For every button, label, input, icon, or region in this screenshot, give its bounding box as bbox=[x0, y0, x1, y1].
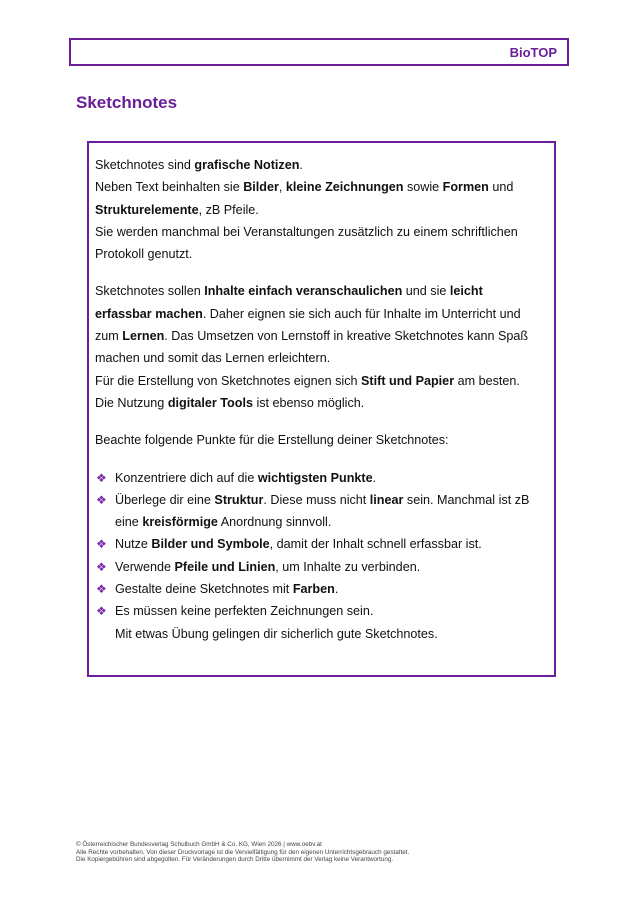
brand-label: BioTOP bbox=[509, 45, 557, 60]
tip-text: Verwende Pfeile und Linien, um Inhalte zu verbinden. bbox=[115, 559, 421, 574]
purpose-line: Sketchnotes sollen Inhalte einfach veranschaulichen und sie leicht erfassbar machen. Daher eignen sie sich auch für Inhalte im Unterricht und zum Lernen. Das Umsetzen von Lernstoff in kreative Sketchnotes kann Spaß machen und somit das Lernen erleichtern. bbox=[95, 284, 529, 366]
emphasis-text: digitaler Tools bbox=[167, 395, 253, 410]
purpose-line: Für die Erstellung von Sketchnotes eignen sich Stift und Papier am besten. bbox=[95, 373, 520, 388]
tip-text: Nutze Bilder und Symbole, damit der Inhalt schnell erfassbar ist. bbox=[115, 537, 482, 552]
emphasis-text: Struktur bbox=[214, 492, 264, 507]
diamond-bullet-icon: ❖ bbox=[96, 537, 107, 552]
tips-lead: Beachte folgende Punkte für die Erstellung deiner Sketchnotes: bbox=[95, 433, 449, 448]
emphasis-text: Bilder bbox=[243, 180, 279, 195]
intro-line: Sie werden manchmal bei Veranstaltungen zusätzlich zu einem schriftlichen Protokoll genutzt. bbox=[95, 224, 518, 262]
tips-list bbox=[95, 467, 540, 645]
intro-line: Sketchnotes sind grafische Notizen. bbox=[95, 158, 303, 172]
emphasis-text: kleine Zeichnungen bbox=[285, 180, 404, 195]
emphasis-text: Farben bbox=[292, 582, 335, 597]
footer-line: © Österreichischer Bundesverlag Schulbuch GmbH & Co. KG, Wien 2026 | www.oebv.at bbox=[76, 841, 322, 848]
emphasis-text: Inhalte einfach veranschaulichen bbox=[204, 284, 403, 299]
purpose-paragraph bbox=[95, 280, 540, 414]
tip-text: Es müssen keine perfekten Zeichnungen sein. Mit etwas Übung gelingen dir sicherlich gute Sketchnotes. bbox=[115, 604, 438, 641]
emphasis-text: wichtigsten Punkte bbox=[257, 470, 373, 485]
tip-item bbox=[95, 578, 540, 600]
emphasis-text: Strukturelemente bbox=[95, 202, 199, 217]
tip-text: Konzentriere dich auf die wichtigsten Punkte. bbox=[115, 470, 377, 485]
content-box bbox=[87, 141, 556, 677]
intro-paragraph bbox=[95, 154, 540, 265]
footer-line: Die Kopiergebühren sind abgegolten. Für Veränderungen durch Dritte übernimmt der Verlag keine Verantwortung. bbox=[76, 856, 394, 864]
emphasis-text: Bilder und Symbole bbox=[151, 537, 270, 552]
tip-text: Gestalte deine Sketchnotes mit Farben. bbox=[115, 582, 339, 597]
emphasis-text: linear bbox=[369, 492, 404, 507]
diamond-bullet-icon: ❖ bbox=[96, 604, 107, 619]
tip-item bbox=[95, 467, 540, 489]
tip-item bbox=[95, 533, 540, 555]
emphasis-text: leicht erfassbar machen bbox=[95, 284, 483, 321]
tip-item bbox=[95, 489, 540, 534]
emphasis-text: grafische Notizen bbox=[194, 158, 300, 172]
tip-item bbox=[95, 556, 540, 578]
emphasis-text: Lernen bbox=[122, 329, 165, 344]
tip-text: Überlege dir eine Struktur. Diese muss nicht linear sein. Manchmal ist zB eine kreisförmige Anordnung sinnvoll. bbox=[115, 492, 530, 530]
diamond-bullet-icon: ❖ bbox=[96, 582, 107, 597]
page-title: Sketchnotes bbox=[76, 93, 178, 112]
tip-item bbox=[95, 600, 540, 645]
diamond-bullet-icon: ❖ bbox=[96, 470, 107, 485]
footer-line: Alle Rechte vorbehalten. Von dieser Druckvorlage ist die Vervielfältigung für den eigenen Unterrichtsgebrauch gestattet. bbox=[76, 848, 410, 856]
intro-line: Neben Text beinhalten sie Bilder, kleine Zeichnungen sowie Formen und Strukturelemente, zB Pfeile. bbox=[95, 180, 514, 217]
emphasis-text: kreisförmige bbox=[142, 515, 218, 530]
emphasis-text: Formen bbox=[442, 180, 489, 195]
purpose-line: Die Nutzung digitaler Tools ist ebenso möglich. bbox=[95, 395, 365, 410]
emphasis-text: Stift und Papier bbox=[361, 373, 455, 388]
diamond-bullet-icon: ❖ bbox=[96, 492, 107, 507]
emphasis-text: Pfeile und Linien bbox=[174, 559, 276, 574]
copyright-footer bbox=[76, 841, 409, 864]
header-box bbox=[69, 38, 569, 66]
diamond-bullet-icon: ❖ bbox=[96, 559, 107, 574]
